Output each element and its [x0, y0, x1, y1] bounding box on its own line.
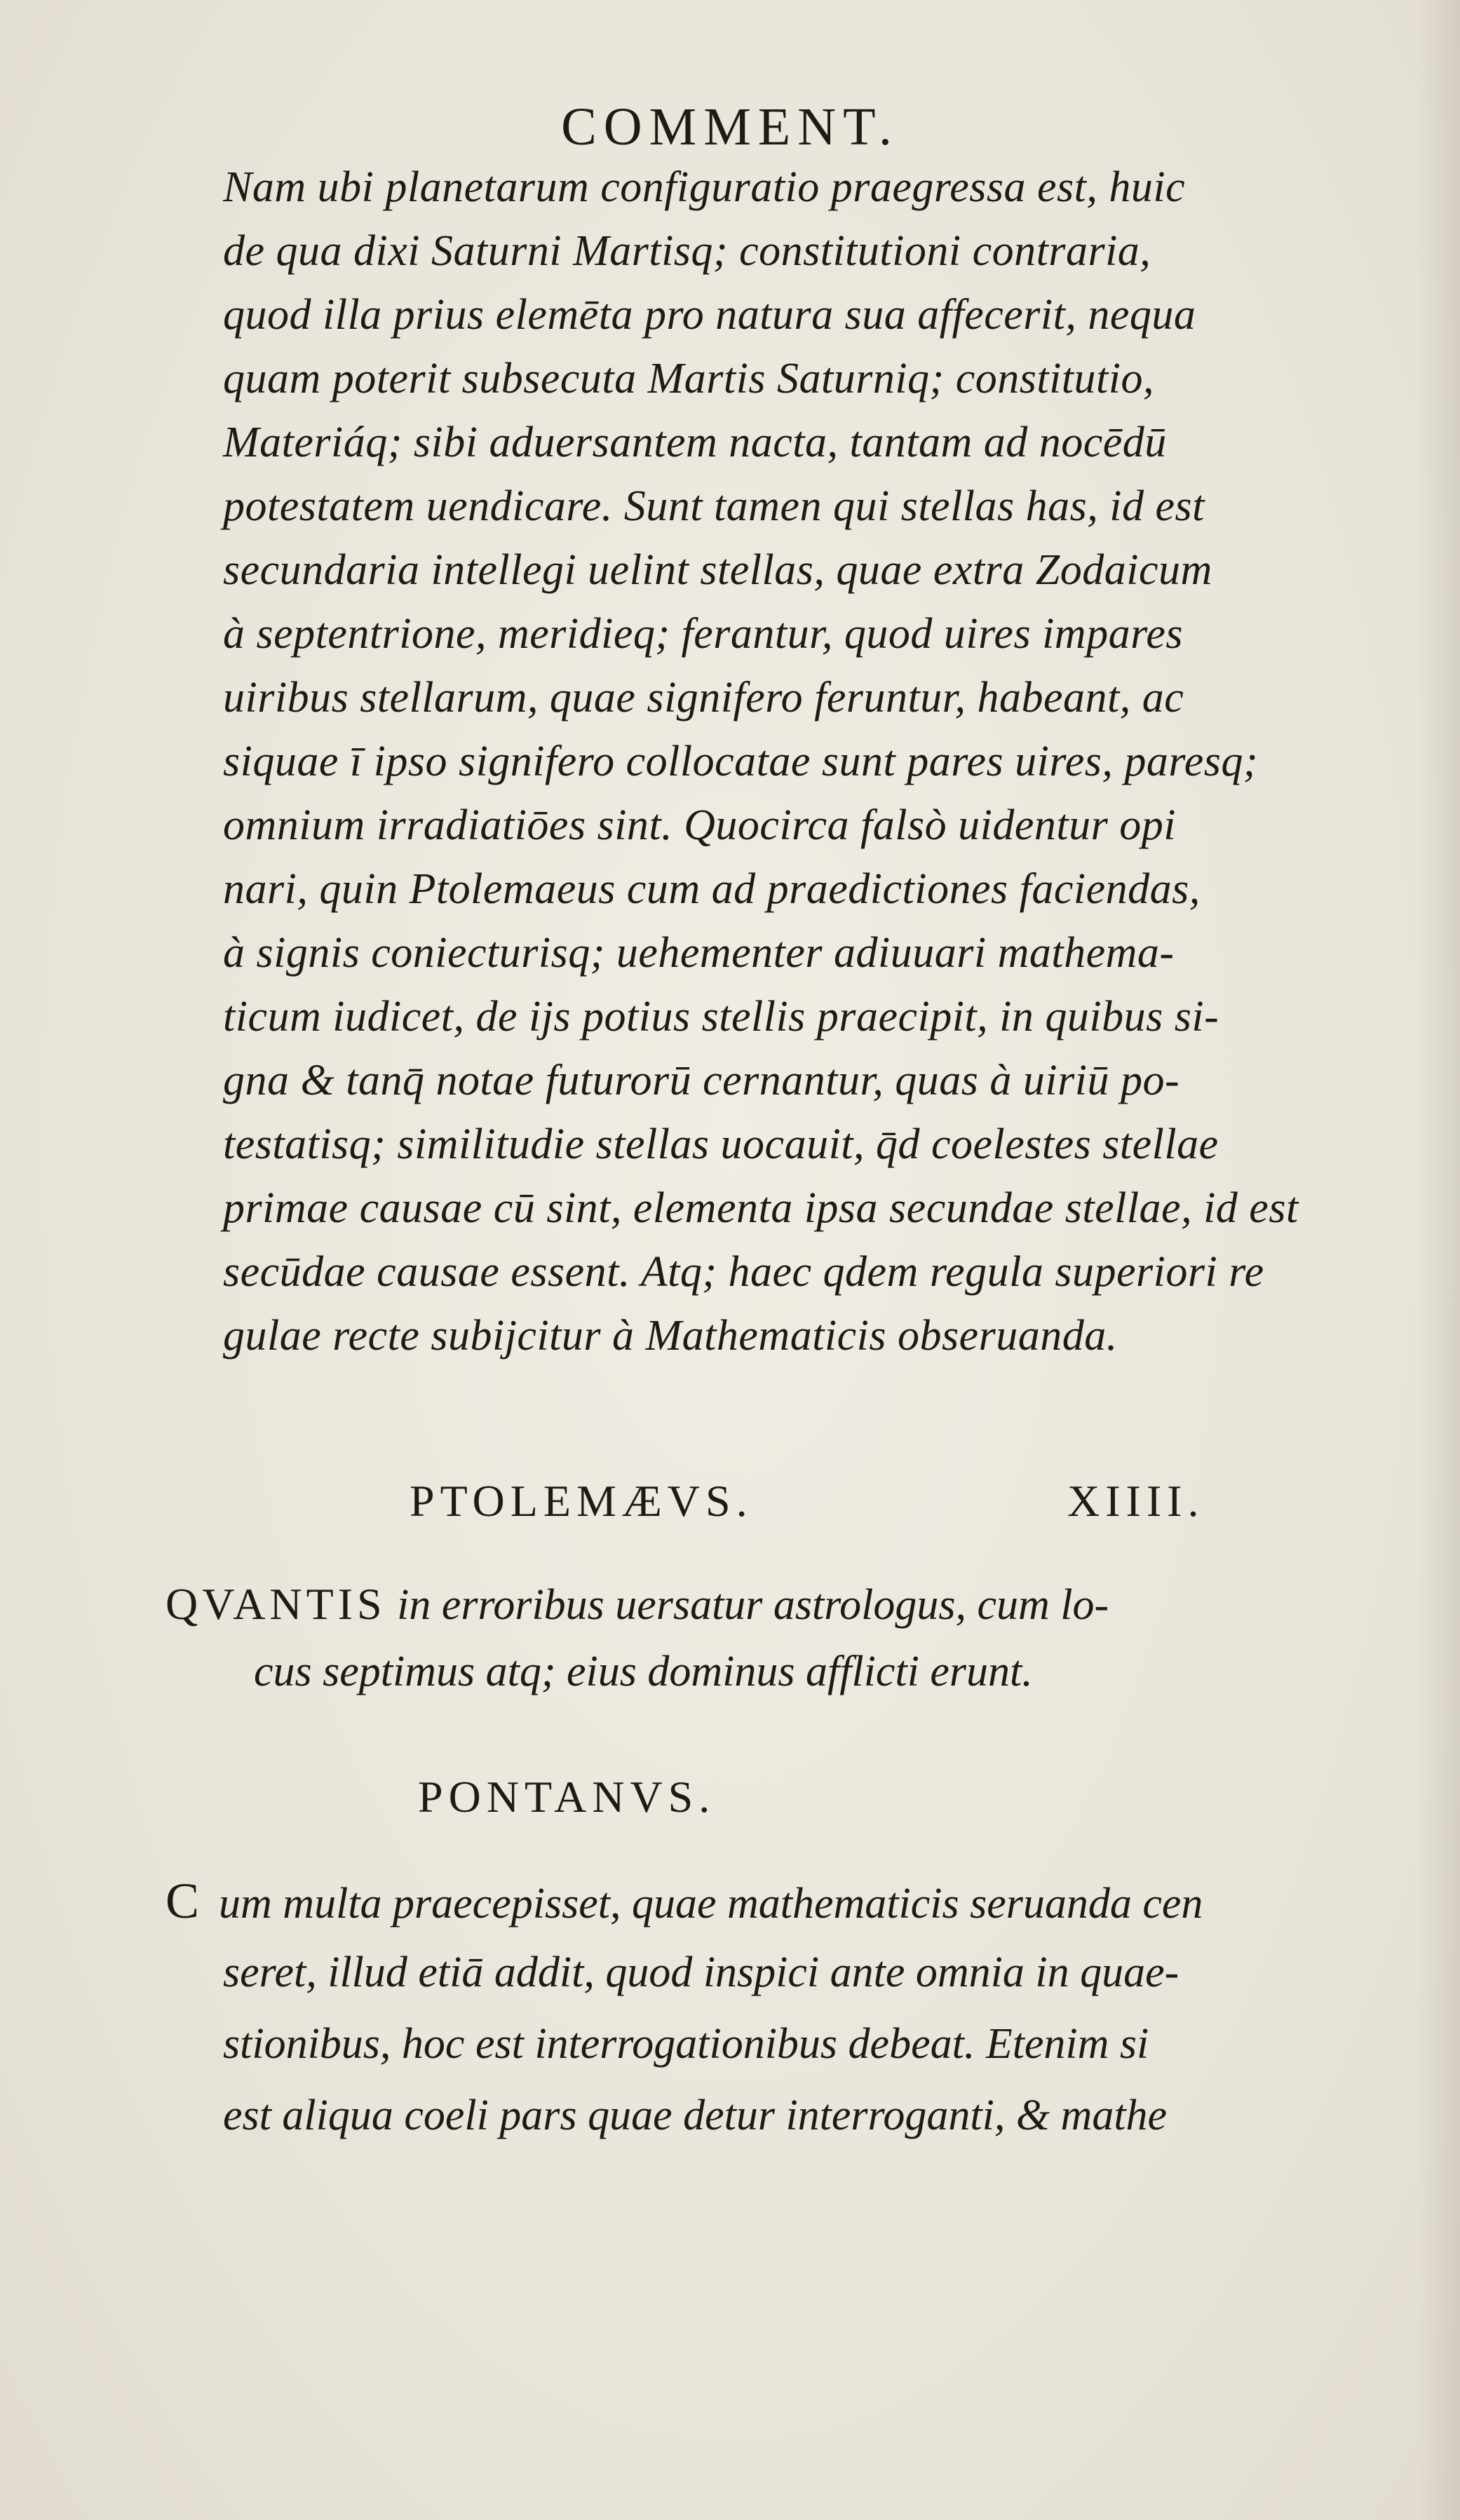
text-line: Nam ubi planetarum configuratio praegressa est, huic — [223, 163, 1186, 211]
pontanus-heading: PONTANVS. — [418, 1772, 716, 1822]
rule-line-rest: in erroribus uersatur astrologus, cum lo- — [397, 1581, 1109, 1629]
text-line: nari, quin Ptolemaeus cum ad praedictiones faciendas, — [223, 865, 1201, 913]
text-line: stionibus, hoc est interrogationibus debeat. Etenim si — [223, 2020, 1149, 2068]
text-line: à septentrione, meridieq; ferantur, quod uires impares — [223, 610, 1184, 658]
text-line: uiribus stellarum, quae signifero feruntur, habeant, ac — [223, 674, 1184, 722]
initial-letter: C — [165, 1873, 200, 1929]
commentary-text — [223, 156, 1331, 1368]
text-line: gulae recte subijcitur à Mathematicis obseruanda. — [223, 1312, 1118, 1360]
text-line: gna & tanq̄ notae futurorū cernantur, quas à uiriū po- — [223, 1057, 1180, 1104]
text-line: Materiáq; sibi aduersantem nacta, tantam ad nocēdū — [223, 419, 1167, 466]
rule-line: cus septimus atq; eius dominus afflicti erunt. — [254, 1648, 1033, 1695]
text-line: quam poterit subsecuta Martis Saturniq; constitutio, — [223, 355, 1154, 402]
text-line: siquae ī ipso signifero collocatae sunt pares uires, paresq; — [223, 738, 1258, 785]
text-line: secūdae causae essent. Atq; haec qdem regula superiori re — [223, 1248, 1264, 1296]
running-head: COMMENT. — [561, 97, 899, 156]
pontanus-text — [165, 1865, 1330, 2151]
text-line: seret, illud etiā addit, quod inspici ante omnia in quae- — [223, 1949, 1180, 1996]
text-line: omnium irradiatiōes sint. Quocirca falsò uidentur opi — [223, 801, 1176, 849]
text-line: potestatem uendicare. Sunt tamen qui stellas has, id est — [223, 482, 1205, 530]
text-line — [165, 1865, 1330, 1937]
rule-line — [165, 1571, 1330, 1638]
text-line: est aliqua coeli pars quae detur interroganti, & mathe — [223, 2092, 1168, 2139]
text-line-rest: um multa praecepisset, quae mathematicis seruanda cen — [219, 1880, 1203, 1928]
rule-opening-caps: QVANTIS — [165, 1579, 386, 1629]
text-line: quod illa prius elemēta pro natura sua affecerit, nequa — [223, 291, 1196, 339]
text-line: testatisq; similitudie stellas uocauit, q̄d coelestes stellae — [223, 1120, 1219, 1168]
text-line: de qua dixi Saturni Martisq; constitutioni contraria, — [223, 227, 1151, 275]
text-line: secundaria intellegi uelint stellas, quae extra Zodaicum — [223, 546, 1212, 594]
rule-number: XIIII. — [1067, 1476, 1205, 1526]
ptolemaeus-rule — [165, 1571, 1330, 1705]
page-edge-shadow — [1418, 0, 1460, 2520]
text-line: à signis coniecturisq; uehementer adiuuari mathema- — [223, 929, 1175, 977]
ptolemaeus-heading: PTOLEMÆVS. — [410, 1476, 753, 1526]
text-line: primae causae cū sint, elementa ipsa secundae stellae, id est — [223, 1184, 1299, 1232]
text-line: ticum iudicet, de ijs potius stellis praecipit, in quibus si- — [223, 993, 1219, 1041]
